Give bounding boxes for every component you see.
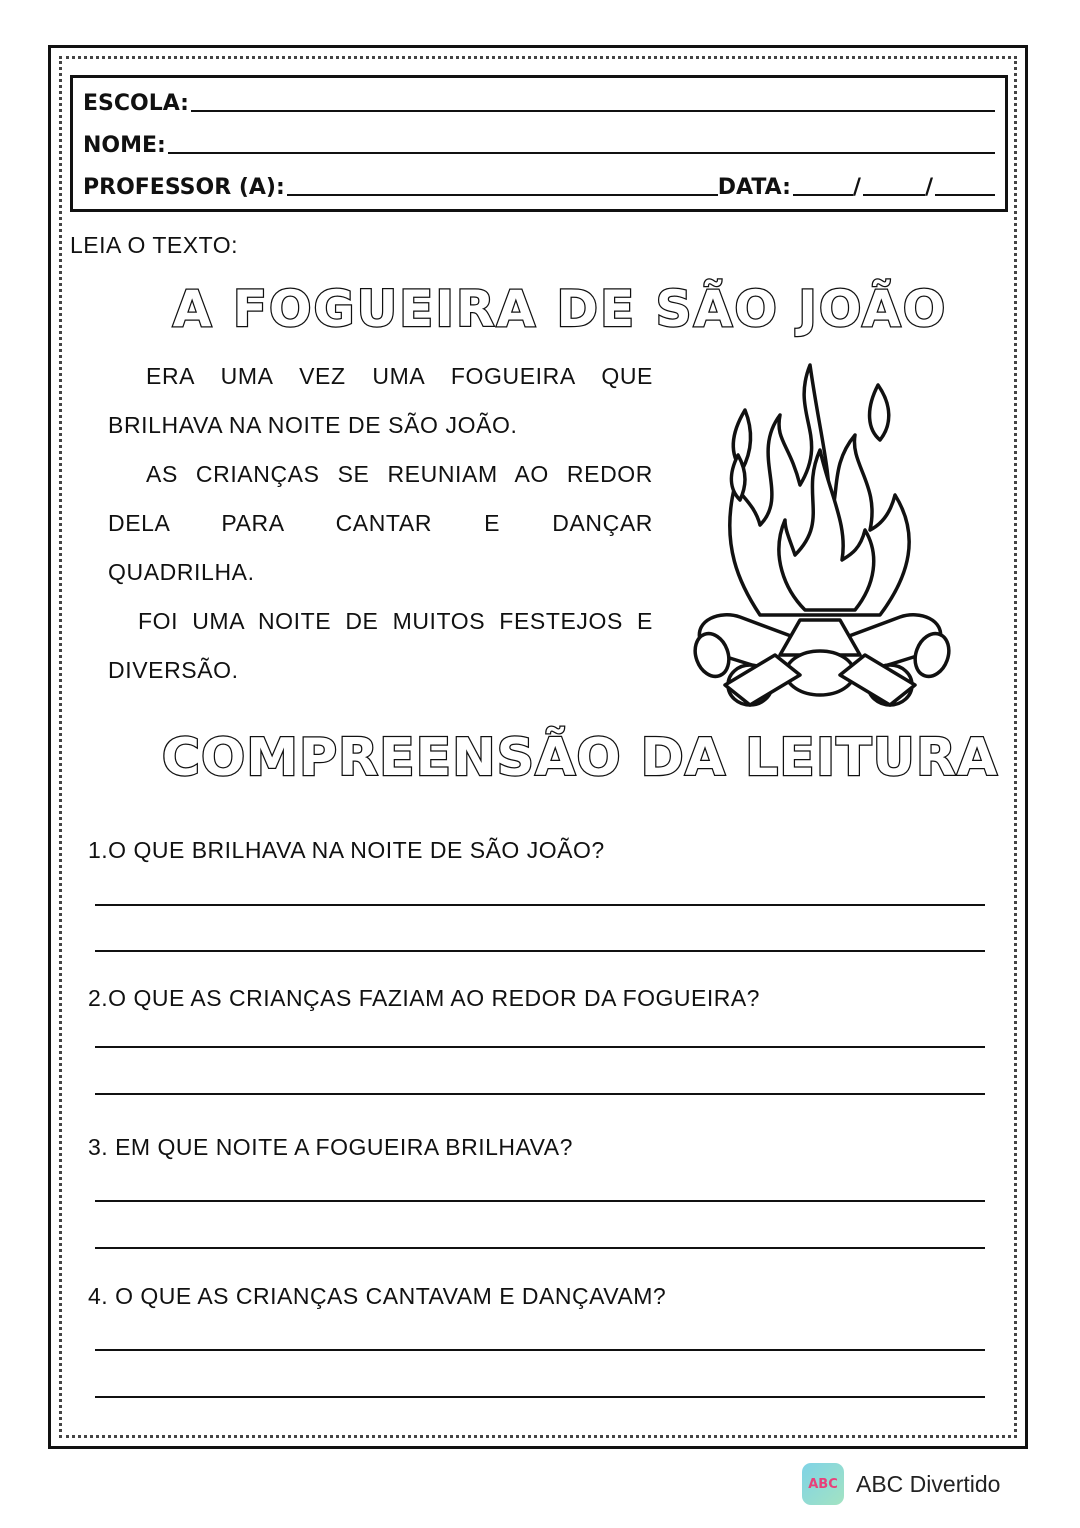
date-year-field[interactable] bbox=[935, 194, 995, 196]
teacher-field[interactable] bbox=[287, 194, 718, 196]
answer-line[interactable] bbox=[95, 1093, 985, 1095]
brand-logo bbox=[802, 1463, 844, 1505]
story-text bbox=[108, 352, 653, 695]
story-line: ERA UMA VEZ UMA FOGUEIRA QUE bbox=[146, 363, 653, 389]
question-2: 2.O QUE AS CRIANÇAS FAZIAM AO REDOR DA FOGUEIRA? bbox=[88, 985, 760, 1011]
story-line: QUADRILHA. bbox=[108, 559, 255, 585]
answer-line[interactable] bbox=[95, 1200, 985, 1202]
story-title: A FOGUEIRA DE SÃO JOÃO bbox=[172, 280, 948, 338]
campfire-icon bbox=[680, 355, 960, 715]
brand-footer bbox=[802, 1463, 1000, 1505]
story-line: BRILHAVA NA NOITE DE SÃO JOÃO. bbox=[108, 412, 518, 438]
student-info-box bbox=[70, 75, 1008, 212]
date-separator: / bbox=[924, 175, 933, 200]
school-field[interactable] bbox=[191, 110, 995, 112]
story-line: AS CRIANÇAS SE REUNIAM AO REDOR bbox=[146, 461, 653, 487]
reading-instruction: LEIA O TEXTO: bbox=[70, 232, 238, 258]
name-field[interactable] bbox=[168, 152, 995, 154]
story-line: DIVERSÃO. bbox=[108, 657, 239, 683]
teacher-date-row bbox=[83, 162, 995, 202]
question-4: 4. O QUE AS CRIANÇAS CANTAVAM E DANÇAVAM? bbox=[88, 1283, 667, 1309]
date-day-field[interactable] bbox=[793, 194, 853, 196]
school-label: ESCOLA: bbox=[83, 91, 189, 116]
answer-line[interactable] bbox=[95, 1349, 985, 1351]
answer-line[interactable] bbox=[95, 950, 985, 952]
brand-logo-text: ABC bbox=[808, 1476, 838, 1492]
story-line: FOI UMA NOITE DE MUITOS FESTEJOS E bbox=[138, 608, 653, 634]
answer-line[interactable] bbox=[95, 1247, 985, 1249]
story-line: DELA PARA CANTAR E DANÇAR bbox=[108, 510, 653, 536]
answer-line[interactable] bbox=[95, 904, 985, 906]
brand-name: ABC Divertido bbox=[856, 1470, 1001, 1497]
date-month-field[interactable] bbox=[863, 194, 925, 196]
date-label: DATA: bbox=[717, 175, 791, 200]
answer-line[interactable] bbox=[95, 1046, 985, 1048]
answer-line[interactable] bbox=[95, 1396, 985, 1398]
name-label: NOME: bbox=[83, 133, 166, 158]
question-1: 1.O QUE BRILHAVA NA NOITE DE SÃO JOÃO? bbox=[88, 837, 605, 863]
school-row bbox=[83, 78, 995, 118]
date-separator: / bbox=[852, 175, 861, 200]
teacher-label: PROFESSOR (A): bbox=[83, 175, 285, 200]
section-title: COMPREENSÃO DA LEITURA bbox=[161, 728, 999, 788]
question-3: 3. EM QUE NOITE A FOGUEIRA BRILHAVA? bbox=[88, 1134, 573, 1160]
name-row bbox=[83, 120, 995, 160]
